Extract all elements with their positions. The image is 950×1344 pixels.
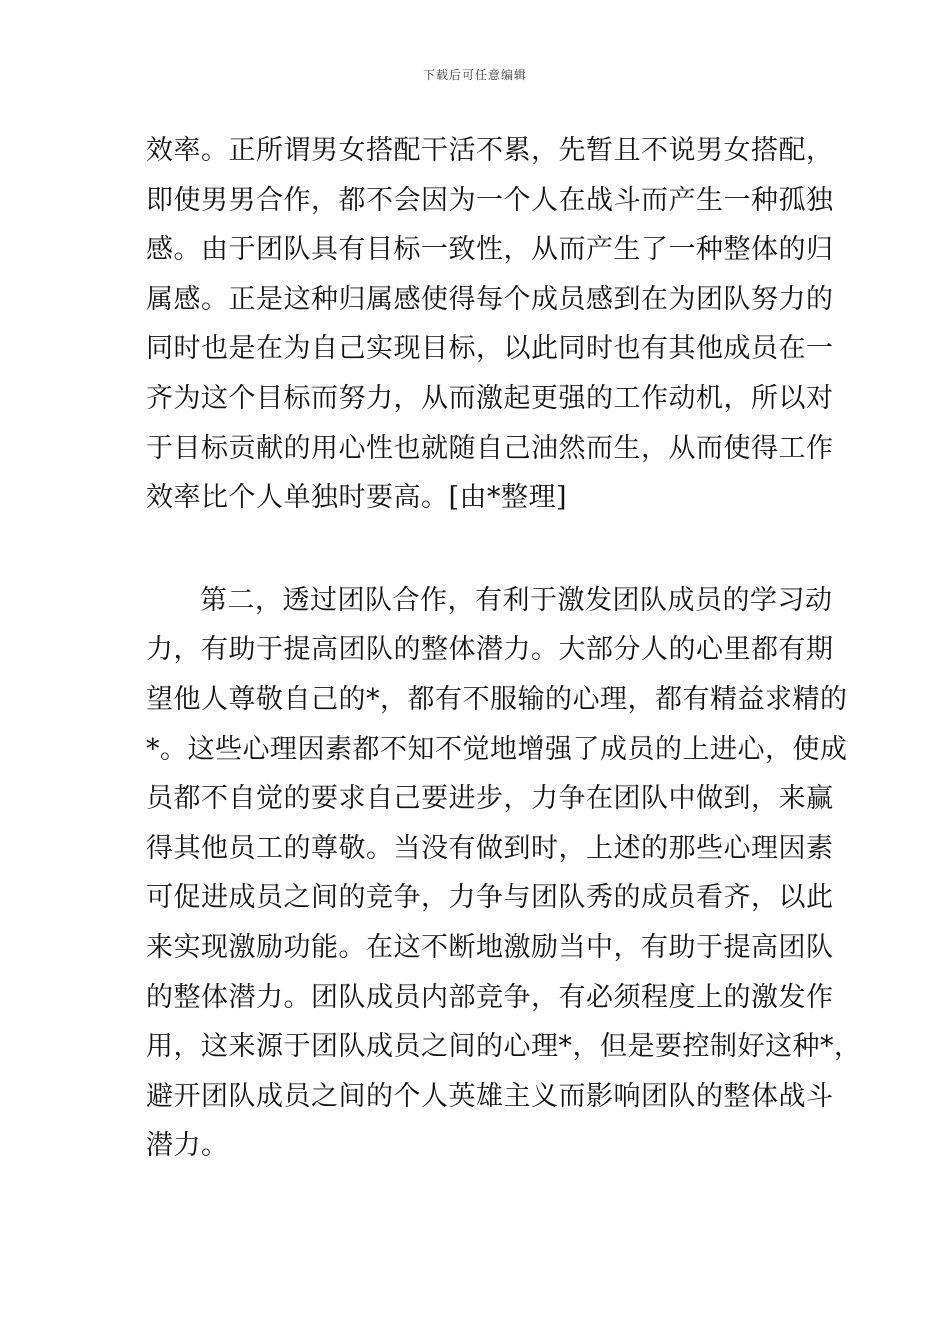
text-line: 来实现激励功能。在这不断地激励当中，有助于提高团队 <box>146 931 834 963</box>
text-line: 于目标贡献的用心性也就随自己油然而生，从而使得工作 <box>146 432 834 464</box>
text-line: 可促进成员之间的竞争，力争与团队秀的成员看齐，以此 <box>146 882 834 914</box>
text-line: 用，这来源于团队成员之间的心理*，但是要控制好这种*， <box>146 1031 862 1063</box>
text-line: 潜力。 <box>146 1130 229 1162</box>
text-line: 齐为这个目标而努力，从而激起更强的工作动机，所以对 <box>146 382 834 414</box>
text-line: 得其他员工的尊敬。当没有做到时，上述的那些心理因素 <box>146 832 834 864</box>
paragraph-1 <box>146 126 834 523</box>
document-body <box>146 126 862 1171</box>
text-line: 属感。正是这种归属感使得每个成员感到在为团队努力的 <box>146 283 834 315</box>
text-line: 第二，透过团队合作，有利于激发团队成员的学习动 <box>200 584 833 616</box>
text-line: 望他人尊敬自己的*，都有不服输的心理，都有精益求精的 <box>146 683 848 715</box>
text-line: 同时也是在为自己实现目标，以此同时也有其他成员在一 <box>146 333 834 365</box>
text-line: 效率比个人单独时要高。[由*整理] <box>146 482 568 514</box>
text-line: 即使男男合作，都不会因为一个人在战斗而产生一种孤独 <box>146 184 834 216</box>
text-line: 的整体潜力。团队成员内部竞争，有必须程度上的激发作 <box>146 981 834 1013</box>
text-line: *。这些心理因素都不知不觉地增强了成员的上进心，使成 <box>146 733 848 765</box>
text-line: 效率。正所谓男女搭配干活不累，先暂且不说男女搭配， <box>146 135 834 166</box>
text-line: 避开团队成员之间的个人英雄主义而影响团队的整体战斗 <box>146 1080 834 1112</box>
text-line: 感。由于团队具有目标一致性，从而产生了一种整体的归 <box>146 234 834 266</box>
paragraph-2 <box>146 576 862 1171</box>
text-line: 员都不自觉的要求自己要进步，力争在团队中做到，来赢 <box>146 783 834 815</box>
page-header: 下载后可任意编辑 <box>422 68 527 82</box>
text-line: 力，有助于提高团队的整体潜力。大部分人的心里都有期 <box>146 634 834 666</box>
